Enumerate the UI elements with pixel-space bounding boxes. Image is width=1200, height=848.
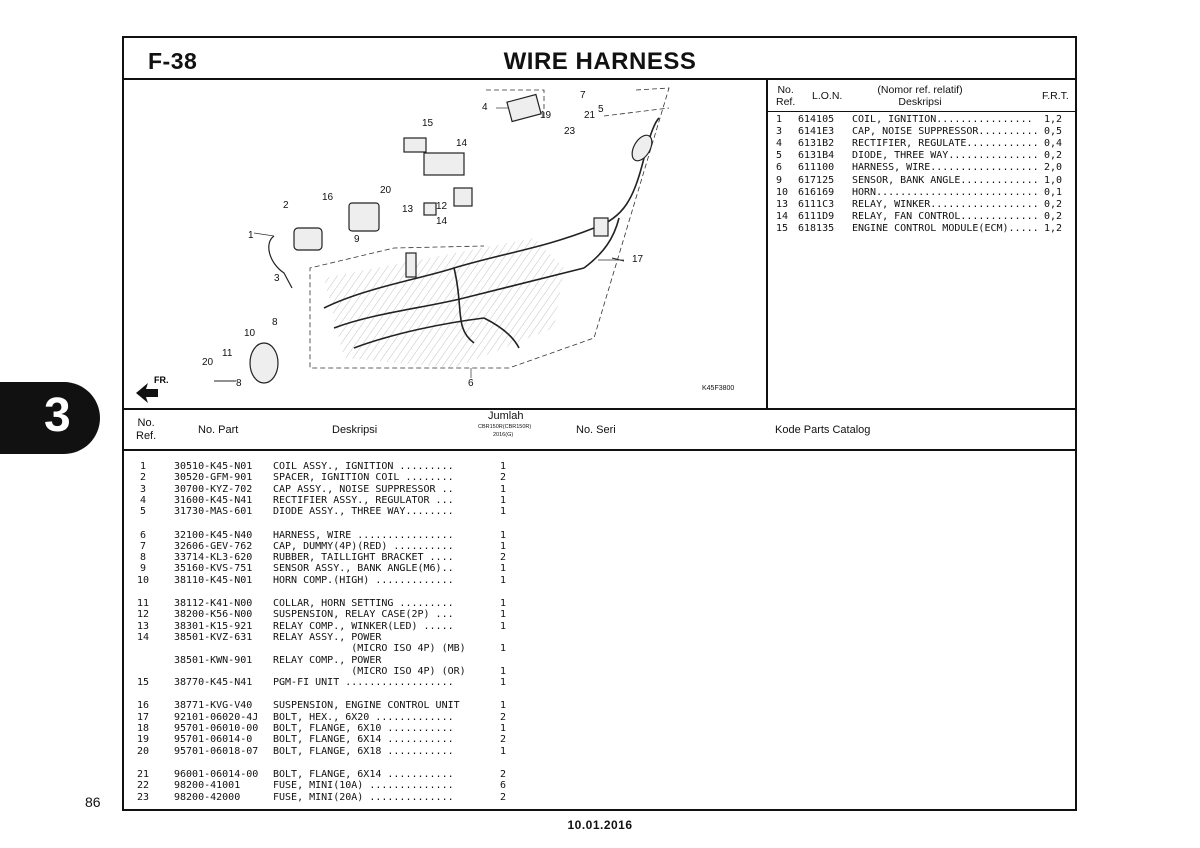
part-ref: 17 (136, 711, 150, 723)
lon-frt: 0,2 (1044, 150, 1063, 162)
lon-frt: 1,2 (1044, 222, 1063, 234)
part-ref: 3 (139, 483, 147, 495)
callout-12: 12 (436, 201, 448, 212)
parts-row (134, 530, 524, 541)
lon-frt: 0,5 (1044, 126, 1063, 138)
part-ref: 6 (139, 529, 147, 541)
part-ref: 4 (139, 494, 147, 506)
lon-ref: 5 (776, 150, 783, 162)
part-desc: FUSE, MINI(20A) .............. (273, 791, 454, 803)
part-desc: RELAY ASSY., POWER (273, 631, 382, 643)
part-number: 31730-MAS-601 (174, 506, 253, 518)
part-qty: 1 (500, 745, 507, 757)
part-qty: 2 (500, 791, 507, 803)
part-number: 38501-KWN-901 (174, 654, 253, 666)
part-qty: 1 (500, 700, 507, 712)
part-number: 92101-06020-4J (174, 711, 259, 723)
callout-23: 23 (564, 126, 576, 137)
part-ref: 1 (139, 461, 147, 472)
lon-code: 616169 (798, 186, 835, 198)
part-number: 30510-K45-N01 (174, 461, 253, 472)
part-qty: 1 (500, 540, 507, 552)
part-desc: BOLT, FLANGE, 6X14 ........... (273, 734, 454, 746)
callout-11: 11 (222, 348, 233, 359)
parts-row (134, 734, 524, 745)
front-arrow-icon (136, 383, 158, 403)
parts-header-seri: No. Seri (576, 424, 616, 436)
part-desc: (MICRO ISO 4P) (MB) (273, 643, 466, 655)
parts-row (134, 712, 524, 723)
lon-row (776, 114, 1066, 126)
part-desc: DIODE ASSY., THREE WAY........ (273, 506, 454, 518)
part-number: 96001-06014-00 (174, 768, 259, 780)
callout-18: 17 (632, 254, 644, 265)
parts-row (134, 655, 524, 666)
lon-desc: COIL, IGNITION................ (852, 114, 1033, 125)
part-qty: 1 (500, 494, 507, 506)
callout-13: 13 (402, 204, 414, 215)
parts-row (134, 552, 524, 563)
lon-frt: 0,1 (1044, 186, 1063, 198)
lon-code: 6131B2 (798, 138, 835, 150)
parts-row (134, 495, 524, 506)
figure-code: F-38 (148, 48, 198, 74)
parts-row (134, 621, 524, 632)
callout-2: 2 (283, 200, 289, 211)
callout-21: 20 (380, 185, 392, 196)
parts-header-qty-model: CBR150R(CBR150R) (478, 424, 532, 430)
parts-row (134, 484, 524, 495)
lon-code: 6111D9 (798, 210, 835, 222)
lon-code: 611100 (798, 162, 835, 174)
lon-desc: RECTIFIER, REGULATE............ (852, 138, 1039, 150)
part-ref: 14 (136, 631, 150, 643)
part-ref: 19 (136, 734, 150, 746)
callout-17: 16 (322, 192, 334, 203)
lon-frt: 0,4 (1044, 138, 1063, 150)
part-ref: 7 (139, 540, 147, 552)
callout-5: 5 (598, 104, 604, 115)
callout-8-lower: 8 (236, 378, 242, 389)
part-number: 38112-K41-N00 (174, 598, 253, 609)
part-qty: 1 (500, 643, 507, 655)
parts-row (134, 643, 524, 654)
part-desc: COIL ASSY., IGNITION ......... (273, 461, 454, 472)
lon-desc: SENSOR, BANK ANGLE............. (852, 174, 1039, 186)
callout-10: 10 (244, 328, 256, 339)
part-desc: PGM-FI UNIT .................. (273, 677, 454, 689)
section-number: 3 (44, 389, 71, 442)
part-ref: 12 (136, 609, 150, 621)
lon-row (776, 150, 1066, 162)
part-number: 33714-KL3-620 (174, 552, 253, 564)
part-ref: 15 (136, 677, 150, 689)
part-qty: 2 (500, 472, 507, 484)
part-number: 30520-GFM-901 (174, 472, 253, 484)
part-ref: 5 (139, 506, 147, 518)
callout-19: 19 (540, 110, 552, 121)
part-desc: RELAY COMP., POWER (273, 654, 382, 666)
lon-ref: 3 (776, 126, 783, 138)
part-desc: SPACER, IGNITION COIL ........ (273, 472, 454, 484)
part-ref: 10 (136, 574, 150, 586)
parts-row (134, 746, 524, 757)
part-ref: 8 (139, 552, 147, 564)
part-number: 32100-K45-N40 (174, 529, 253, 541)
part-desc: (MICRO ISO 4P) (OR) (273, 665, 466, 677)
parts-row (134, 792, 524, 803)
part-number: 38110-K45-N01 (174, 574, 253, 586)
lon-ref: 6 (776, 162, 783, 174)
lon-frt: 0,2 (1044, 198, 1063, 210)
lon-code: 6131B4 (798, 150, 835, 162)
part-number: 38771-KVG-V40 (174, 700, 253, 712)
part-desc: HARNESS, WIRE ................ (273, 529, 454, 541)
lon-desc: HORN........................... (852, 186, 1039, 198)
part-qty: 1 (500, 620, 507, 632)
part-number: 35160-KVS-751 (174, 563, 253, 575)
diagram-code: K45F3800 (702, 385, 735, 392)
lon-row (776, 126, 1066, 138)
lon-desc: ENGINE CONTROL MODULE(ECM)..... (852, 222, 1039, 234)
part-number: 98200-41001 (174, 780, 241, 792)
part-qty: 1 (500, 609, 507, 621)
lon-code: 618135 (798, 222, 835, 234)
lon-desc: DIODE, THREE WAY............... (852, 150, 1039, 162)
parts-header-qty-year: 2016(G) (493, 432, 514, 438)
part-number: 30700-KYZ-702 (174, 483, 253, 495)
parts-row (134, 506, 524, 517)
part-qty: 1 (500, 506, 507, 518)
fr-label: FR. (154, 375, 169, 385)
lon-ref: 10 (776, 186, 789, 198)
callout-20: 20 (202, 357, 214, 368)
part-number: 31600-K45-N41 (174, 494, 253, 506)
part-ref: 20 (136, 745, 150, 757)
part-number: 38301-K15-921 (174, 620, 253, 632)
footer-date: 10.01.2016 (567, 818, 633, 832)
part-desc: FUSE, MINI(10A) .............. (273, 780, 454, 792)
lon-code: 614105 (798, 114, 835, 125)
parts-row (134, 780, 524, 791)
lon-row (776, 211, 1066, 223)
parts-row (134, 769, 524, 780)
section-tab (0, 382, 100, 454)
part-ref: 13 (136, 620, 150, 632)
part-desc: CAP, DUMMY(4P)(RED) .......... (273, 540, 454, 552)
part-number: 95701-06018-07 (174, 745, 259, 757)
parts-row (134, 563, 524, 574)
callout-16: 15 (422, 118, 434, 129)
part-ref: 22 (136, 780, 150, 792)
lon-frt: 1,2 (1044, 114, 1063, 125)
part-desc: HORN COMP.(HIGH) ............. (273, 574, 454, 586)
lon-ref: 15 (776, 222, 789, 234)
part-desc: RUBBER, TAILLIGHT BRACKET .... (273, 552, 454, 564)
parts-header-catalog: Kode Parts Catalog (775, 424, 871, 436)
lon-row (776, 187, 1066, 199)
parts-row (134, 575, 524, 586)
part-qty: 1 (500, 563, 507, 575)
part-desc: BOLT, FLANGE, 6X10 ........... (273, 723, 454, 734)
parts-row (134, 461, 524, 472)
lon-frt: 2,0 (1044, 162, 1063, 174)
parts-row (134, 677, 524, 688)
part-desc: COLLAR, HORN SETTING ......... (273, 598, 454, 609)
part-desc: BOLT, FLANGE, 6X18 ........... (273, 745, 454, 757)
page-title: WIRE HARNESS (503, 48, 697, 75)
part-qty: 1 (500, 665, 507, 677)
parts-header-qty: Jumlah (488, 410, 524, 422)
lon-row (776, 175, 1066, 187)
part-qty: 1 (500, 483, 507, 495)
part-number: 38200-K56-N00 (174, 609, 253, 621)
callout-8-upper: 8 (272, 317, 278, 328)
part-number: 95701-06010-00 (174, 723, 259, 734)
lon-header-desc: (Nomor ref. relatif) Deskripsi (877, 84, 963, 108)
part-ref: 21 (136, 768, 150, 780)
page-number: 86 (85, 794, 101, 810)
lon-ref: 4 (776, 138, 783, 150)
part-qty: 1 (500, 574, 507, 586)
lon-row (776, 223, 1066, 235)
lon-frt: 1,0 (1044, 174, 1063, 186)
part-ref: 16 (136, 700, 150, 712)
lon-header-lon: L.O.N. (812, 90, 843, 102)
parts-row (134, 666, 524, 677)
diagram-bottom-rule (122, 408, 1077, 410)
lon-header-ref: No. Ref. (776, 84, 796, 108)
part-qty: 1 (500, 723, 507, 734)
part-qty: 2 (500, 734, 507, 746)
part-desc: BOLT, HEX., 6X20 ............. (273, 711, 454, 723)
part-qty: 1 (500, 598, 507, 609)
parts-row (134, 632, 524, 643)
lon-header-frt: F.R.T. (1042, 90, 1069, 102)
lon-frt: 0,2 (1044, 210, 1063, 222)
parts-row (134, 472, 524, 483)
part-qty: 6 (500, 780, 507, 792)
callout-15: 14 (456, 138, 468, 149)
parts-header-rule (122, 449, 1077, 451)
part-qty: 2 (500, 711, 507, 723)
lon-code: 6141E3 (798, 126, 835, 138)
parts-header-part: No. Part (198, 424, 239, 436)
part-ref: 9 (139, 563, 147, 575)
lon-ref: 9 (776, 174, 783, 186)
lon-row (776, 162, 1066, 174)
callout-3: 3 (274, 273, 280, 284)
part-desc: BOLT, FLANGE, 6X14 ........... (273, 768, 454, 780)
part-number: 98200-42000 (174, 791, 241, 803)
lon-desc: RELAY, FAN CONTROL............. (852, 210, 1039, 222)
callout-4: 4 (482, 102, 488, 113)
part-ref: 2 (139, 472, 147, 484)
lon-ref: 1 (776, 114, 783, 125)
wire-harness-diagram (124, 78, 766, 408)
callout-9: 9 (354, 234, 360, 245)
callout-7: 7 (580, 90, 586, 101)
parts-header-desc: Deskripsi (332, 424, 378, 436)
part-qty: 2 (500, 552, 507, 564)
part-desc: CAP ASSY., NOISE SUPPRESSOR .. (273, 483, 454, 495)
part-desc: SUSPENSION, RELAY CASE(2P) ... (273, 609, 454, 621)
callout-22: 21 (584, 110, 596, 121)
parts-row (134, 541, 524, 552)
callout-14: 14 (436, 216, 448, 227)
part-qty: 1 (500, 677, 507, 689)
part-qty: 1 (500, 461, 507, 472)
parts-row (134, 723, 524, 734)
lon-row (776, 138, 1066, 150)
lon-code: 6111C3 (798, 198, 835, 210)
lon-row (776, 199, 1066, 211)
lon-ref: 13 (776, 198, 789, 210)
part-qty: 2 (500, 768, 507, 780)
parts-header-ref: No. Ref. (136, 417, 157, 442)
parts-row (134, 700, 524, 711)
part-ref: 23 (136, 791, 150, 803)
lon-desc: HARNESS, WIRE.................. (852, 162, 1039, 174)
part-number: 32606-GEV-762 (174, 540, 253, 552)
lon-desc: RELAY, WINKER.................. (852, 198, 1039, 210)
part-number: 38501-KVZ-631 (174, 631, 253, 643)
part-desc: SENSOR ASSY., BANK ANGLE(M6).. (273, 563, 454, 575)
part-ref: 11 (136, 598, 150, 609)
lon-desc: CAP, NOISE SUPPRESSOR.......... (852, 126, 1039, 138)
parts-row (134, 609, 524, 620)
parts-row (134, 598, 524, 609)
part-number: 38770-K45-N41 (174, 677, 253, 689)
lon-code: 617125 (798, 174, 835, 186)
part-desc: RECTIFIER ASSY., REGULATOR ... (273, 494, 454, 506)
callout-6: 6 (468, 378, 474, 389)
callout-1: 1 (248, 230, 254, 241)
lon-ref: 14 (776, 210, 789, 222)
lon-header-rule (767, 111, 1077, 112)
part-desc: RELAY COMP., WINKER(LED) ..... (273, 620, 454, 632)
diagram-divider (766, 78, 768, 409)
part-number: 95701-06014-0 (174, 734, 253, 746)
part-desc: SUSPENSION, ENGINE CONTROL UNIT (273, 700, 460, 712)
part-qty: 1 (500, 529, 507, 541)
part-ref: 18 (136, 723, 150, 734)
